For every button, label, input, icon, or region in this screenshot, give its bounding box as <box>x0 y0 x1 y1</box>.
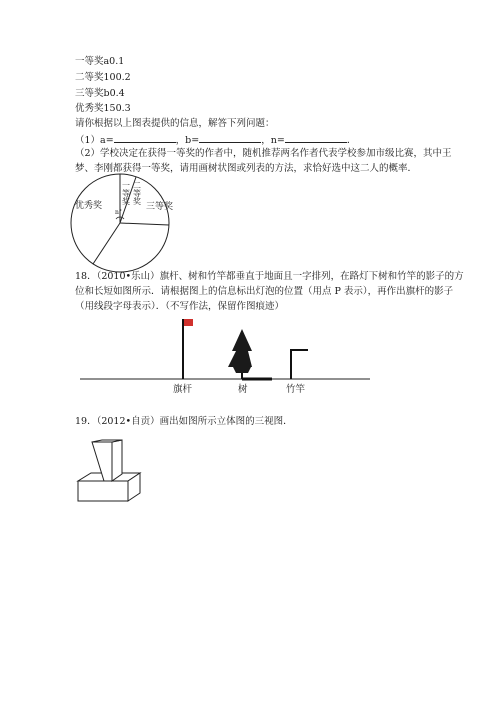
n-answer-blank <box>285 133 347 143</box>
table-row-first-prize: 一等奖a0.1 <box>75 56 125 67</box>
q1-suffix: ． <box>346 135 357 146</box>
flag <box>184 319 193 326</box>
table-row-second-prize: 二等奖100.2 <box>75 72 131 83</box>
b-answer-blank <box>199 133 261 143</box>
label-flagpole: 旗杆 <box>173 384 193 395</box>
tree-base <box>233 367 251 373</box>
solid-figure <box>74 440 154 512</box>
table-row-excellent-prize: 优秀奖150.3 <box>75 103 131 114</box>
question-2-line-1: （2）学校决定在获得一等奖的作者中，随机推荐两名作者代表学校参加市级比赛，其中王 <box>75 148 452 159</box>
q1-n-label: ，n= <box>261 135 285 146</box>
pie-label-angle: n° <box>115 209 122 216</box>
q1-a-label: （1）a= <box>75 135 114 146</box>
label-tree: 树 <box>238 384 248 395</box>
pie-label-second: 二等奖 <box>132 181 142 205</box>
pie-label-third: 三等奖 <box>146 202 174 212</box>
problem-18-line-2: 位和长短如图所示．请根据图上的信息标出灯泡的位置（用点 P 表示），再作出旗杆的影子 <box>75 286 454 297</box>
base-block-front <box>78 481 128 501</box>
question-2-line-2: 梦、李刚都获得一等奖，请用画树状图或列表的方法，求恰好选中这二人的概率． <box>75 163 418 174</box>
problem-18-line-3: （用线段字母表示）．（不写作法，保留作图痕迹） <box>75 301 285 312</box>
q1-b-label: ，b= <box>175 135 200 146</box>
pie-chart <box>65 168 175 278</box>
pie-label-first: 一等奖 <box>121 181 131 205</box>
shadow-figure <box>80 315 370 395</box>
tree-crown <box>228 329 252 367</box>
question-1 <box>75 133 356 147</box>
pie-label-excellent: 优秀奖 <box>75 201 103 211</box>
a-answer-blank <box>114 133 176 143</box>
problem-18-line-1: 18．（2010•乐山）旗杆、树和竹竿都垂直于地面且一字排列，在路灯下树和竹竿的影子的方 <box>75 271 464 282</box>
instruction-text: 请你根据以上图表提供的信息，解答下列问题： <box>75 118 275 129</box>
label-pole: 竹竿 <box>286 384 306 395</box>
problem-19-text: 19．（2012•自贡）画出如图所示立体图的三视图． <box>75 416 293 427</box>
slab-side <box>112 440 122 481</box>
table-row-third-prize: 三等奖b0.4 <box>75 88 125 99</box>
